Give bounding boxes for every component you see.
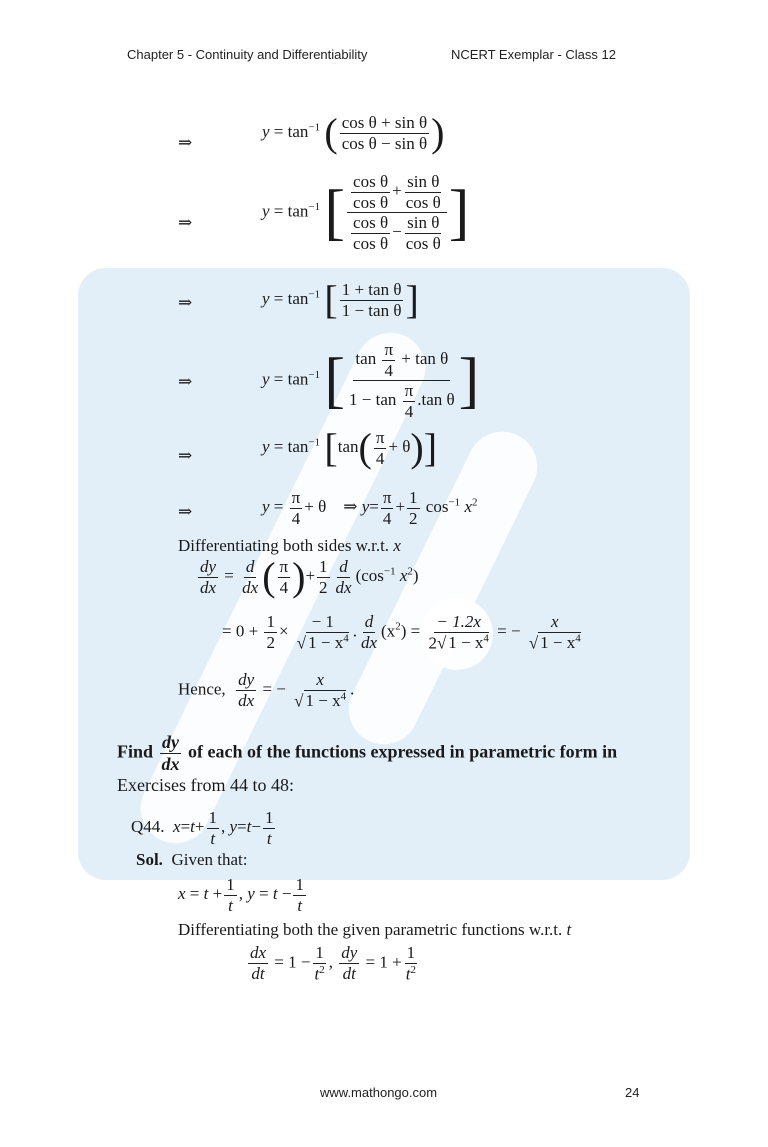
one-plus: = 1 + [365, 952, 402, 972]
denominator: 1 − tan θ [341, 300, 402, 320]
var-t: t [266, 828, 272, 848]
equals: = [273, 121, 284, 141]
plus: + [395, 496, 406, 516]
var-t: t [203, 883, 209, 903]
exponent: 4 [343, 632, 349, 645]
hence-line: Hence, $\frac{dy}{dx}$ = − $\frac{x}{√ 1 - x^4}$ . [178, 670, 355, 711]
four: 4 [279, 577, 289, 597]
one: 1 [315, 943, 324, 962]
equals-negative: = − [497, 621, 521, 641]
equals: = [273, 201, 284, 221]
parametric-derivatives [246, 943, 420, 984]
four: 4 [384, 360, 393, 380]
dx: dx [335, 577, 352, 597]
dx: dx [250, 943, 267, 963]
inverse-exponent: −1 [308, 436, 321, 449]
inverse-exponent: −1 [308, 200, 321, 213]
plus-theta: + θ [304, 496, 327, 516]
denominator: cos θ [405, 233, 441, 253]
d: d [364, 612, 374, 632]
exponent: 4 [340, 690, 347, 703]
dot: . [352, 621, 357, 641]
dy: dy [238, 670, 255, 690]
equation-step-6 [262, 488, 477, 528]
one: 1 [266, 612, 275, 632]
four: 4 [382, 508, 392, 528]
diff-parametric-text [178, 921, 571, 938]
dy: dy [200, 557, 217, 576]
inverse-exponent: −1 [308, 288, 321, 301]
var-t: t [405, 964, 411, 984]
var-x: x [393, 536, 401, 555]
diff-intro-text [178, 537, 401, 554]
exponent: 4 [483, 632, 489, 645]
pi: π [291, 488, 301, 507]
var-t: t [190, 816, 195, 836]
var-x: x [178, 883, 186, 903]
fn-tan: tan [287, 436, 309, 456]
fn-tan: tan [287, 121, 309, 141]
minus: − [392, 222, 402, 242]
inverse-exponent: −1 [308, 121, 321, 134]
dy: dy [162, 732, 180, 752]
fn-tan: tan [287, 369, 309, 389]
var-t: t [228, 895, 233, 915]
solution-header [136, 851, 247, 868]
equals: = [180, 816, 191, 836]
implies-arrow: ⇒ [178, 502, 193, 521]
var-t: t [314, 964, 320, 984]
equation-step-5: $y = \tan^{-1} [\tan$( $\frac{\pi}{4}$ + θ)] [262, 425, 438, 471]
numerator: x [551, 612, 559, 631]
dx: dx [238, 690, 255, 710]
inverse-exponent: −1 [383, 565, 396, 578]
diff-parametric-label: Differentiating both the given parametric functions w.r.t. [178, 920, 567, 939]
hence-label: Hence, [178, 679, 226, 699]
var-t: t [272, 883, 278, 903]
one: 1 [264, 808, 274, 827]
given-label: Given that: [171, 850, 248, 869]
inverse-exponent: −1 [448, 496, 461, 509]
plus: + [305, 565, 316, 585]
var-t: t [297, 895, 303, 915]
times: × [278, 621, 289, 641]
numerator: sin θ [407, 172, 440, 191]
diff-intro-label: Differentiating both sides w.r.t. [178, 536, 394, 555]
fn-tan: tan [287, 201, 309, 221]
numerator: 1 [409, 488, 418, 507]
exponent: 2 [471, 496, 478, 509]
two: 2 [266, 632, 275, 652]
derivative-line-2: = 0 + $\frac{1}{2}$ × $\frac{- 1}{√ 1 - x^4}$ . $\frac{d}{dx}$ $(x^2)$ = $\frac{- 1.2x}{2√ 1 - x^4}$ = − $\frac{x}{√ 1 - x^4}$ [222, 612, 581, 653]
one: 1 [226, 875, 235, 894]
var-y: y [361, 496, 370, 516]
equals: = [237, 816, 247, 836]
four: 4 [375, 448, 385, 468]
pi: π [375, 428, 385, 447]
tan: tan [337, 436, 359, 456]
pi: π [279, 557, 289, 576]
radicand: 1 − x [308, 633, 344, 653]
dx: dx [360, 632, 378, 652]
radicand: 1 − x [305, 691, 341, 711]
find-label: Find [117, 741, 154, 762]
four: 4 [291, 508, 301, 528]
var-y: y [262, 436, 270, 456]
one: 1 [319, 557, 328, 576]
pi: π [382, 488, 392, 507]
pi: π [384, 340, 394, 359]
equals-negative: = − [262, 679, 286, 699]
numerator: x [316, 670, 324, 689]
var-t: t [210, 828, 216, 848]
denominator: cos θ − sin θ [341, 133, 428, 153]
equals: = [224, 565, 234, 585]
comma: , [221, 816, 226, 836]
dot-tan-theta: .tan θ [417, 390, 455, 410]
d: d [245, 557, 255, 576]
minus: − [281, 883, 292, 903]
plus-tan-theta: + tan θ [401, 348, 449, 368]
var-y: y [262, 288, 270, 308]
numerator: cos θ [353, 172, 389, 191]
plus: + [194, 816, 205, 836]
denominator: 2 [409, 508, 418, 528]
denominator: cos θ [353, 192, 389, 212]
close-paren: ) [400, 621, 407, 641]
implies-arrow: ⇒ [178, 446, 193, 465]
implies-arrow: ⇒ [343, 496, 358, 516]
equals: = [189, 883, 200, 903]
two: 2 [319, 577, 328, 597]
exponent: 2 [395, 620, 401, 633]
tan: tan [355, 348, 377, 368]
equals: = [273, 436, 284, 456]
four: 4 [404, 401, 414, 421]
page-number: 24 [625, 1085, 640, 1100]
equation-step-4: $y = \tan^{-1}$ [ tan $\frac{\pi}{4}$ + tan θ 1 − tan $\frac{\pi}{4}$ .tan θ ] [262, 340, 480, 421]
numerator: cos θ [353, 213, 389, 233]
plus: + [392, 180, 402, 200]
dt: dt [251, 963, 265, 983]
var-t: t [246, 816, 252, 836]
fn-cos: cos [425, 496, 449, 516]
numerator: 1 + tan θ [341, 280, 402, 299]
one: 1 [406, 943, 416, 962]
numerator: sin θ [407, 213, 440, 233]
dt: dt [342, 963, 356, 983]
exponent: 4 [575, 632, 581, 645]
comma: , [328, 952, 333, 972]
footer-url[interactable]: www.mathongo.com [320, 1085, 438, 1100]
exponent: 2 [407, 565, 413, 578]
period: . [350, 679, 355, 699]
equals: = [369, 496, 379, 516]
pi: π [404, 381, 414, 401]
dx: dx [242, 577, 259, 597]
question-44 [131, 808, 277, 848]
minus: − [251, 816, 261, 836]
numerator: − 1.2x [436, 612, 481, 631]
var-x: x [399, 565, 408, 585]
implies-arrow: ⇒ [178, 372, 193, 391]
var-y: y [247, 883, 255, 903]
var-x: x [464, 496, 472, 516]
equals: = [273, 496, 284, 516]
radicand: 1 − x [540, 633, 576, 653]
implies-arrow: ⇒ [178, 293, 193, 312]
d: d [339, 557, 348, 576]
plus: + [212, 883, 223, 903]
numerator: cos θ + sin θ [341, 113, 428, 132]
fn-tan: tan [287, 288, 309, 308]
book-title: NCERT Exemplar - Class 12 [451, 47, 616, 62]
x-squared: (x [381, 621, 396, 641]
equals: = [410, 621, 421, 641]
implies-arrow: ⇒ [178, 213, 193, 232]
exponent: 2 [410, 963, 416, 976]
chapter-title: Chapter 5 - Continuity and Differentiability [127, 47, 368, 62]
one-minus-tan: 1 − tan [349, 390, 397, 410]
var-y: y [262, 201, 270, 221]
given-equations [178, 875, 308, 915]
instruction-text: of each of the functions expressed in parametric form in [188, 741, 618, 762]
instruction-line-2: Exercises from 44 to 48: [117, 775, 294, 795]
equation-step-3: $y = \tan^{-1}$ [ $\frac{\text{1 + tan θ}}{\text{1 − tan θ}}$ ] [262, 277, 419, 323]
implies-arrow: ⇒ [178, 133, 193, 152]
two: 2 [428, 633, 437, 653]
radicand: 1 − x [448, 633, 484, 653]
one-minus: = 1 − [274, 952, 311, 972]
numerator: − 1 [311, 612, 334, 631]
dx: dx [161, 753, 180, 774]
var-t: t [566, 920, 572, 939]
var-x: x [173, 816, 181, 836]
equals: = [273, 288, 284, 308]
var-y: y [262, 121, 270, 141]
one: 1 [295, 875, 304, 894]
denominator: cos θ [405, 192, 441, 212]
equation-step-1: $y = \tan^{-1}$ ( $\frac{\text{cos θ + sin θ}}{\text{cos θ − sin θ}}$ ) [262, 110, 445, 156]
equals: = [273, 369, 284, 389]
equation-step-2: $y = \tan^{-1}$ [ $\frac{\text{cos θ}}{\text{cos θ}}$ + $\frac{\text{sin θ}}{\text{cos θ}}$ $\frac{\text{cos θ}}{\text{cos θ}}$ − $\frac{\text{sin θ}}{\text{cos θ}}$ ] [262, 172, 470, 253]
zero-plus: 0 + [235, 621, 259, 641]
equals: = [259, 883, 269, 903]
dy: dy [341, 943, 358, 963]
inverse-exponent: −1 [308, 368, 321, 381]
instruction-line-1 [117, 732, 617, 774]
var-y: y [229, 816, 238, 836]
var-y: y [262, 369, 270, 389]
equals: = [222, 621, 232, 641]
question-label: Q44. [131, 816, 165, 836]
one: 1 [208, 808, 217, 827]
comma: , [238, 883, 243, 903]
denominator: cos θ [353, 233, 389, 253]
exponent: 2 [319, 963, 325, 976]
dx: dx [200, 577, 217, 597]
close-paren: ) [412, 565, 419, 585]
cos-expr: (cos [355, 565, 384, 585]
plus-theta: + θ [388, 436, 411, 456]
solution-label: Sol. [136, 850, 163, 869]
var-y: y [262, 496, 270, 516]
derivative-line-1: $\frac{dy}{dx}$ = $\frac{d}{dx}$ ( $\frac{\pi}{4}$ )+ $\frac{1}{2}$ $\frac{d}{dx}$ ($\cos^{-1}$ $x^2$) [200, 554, 419, 600]
